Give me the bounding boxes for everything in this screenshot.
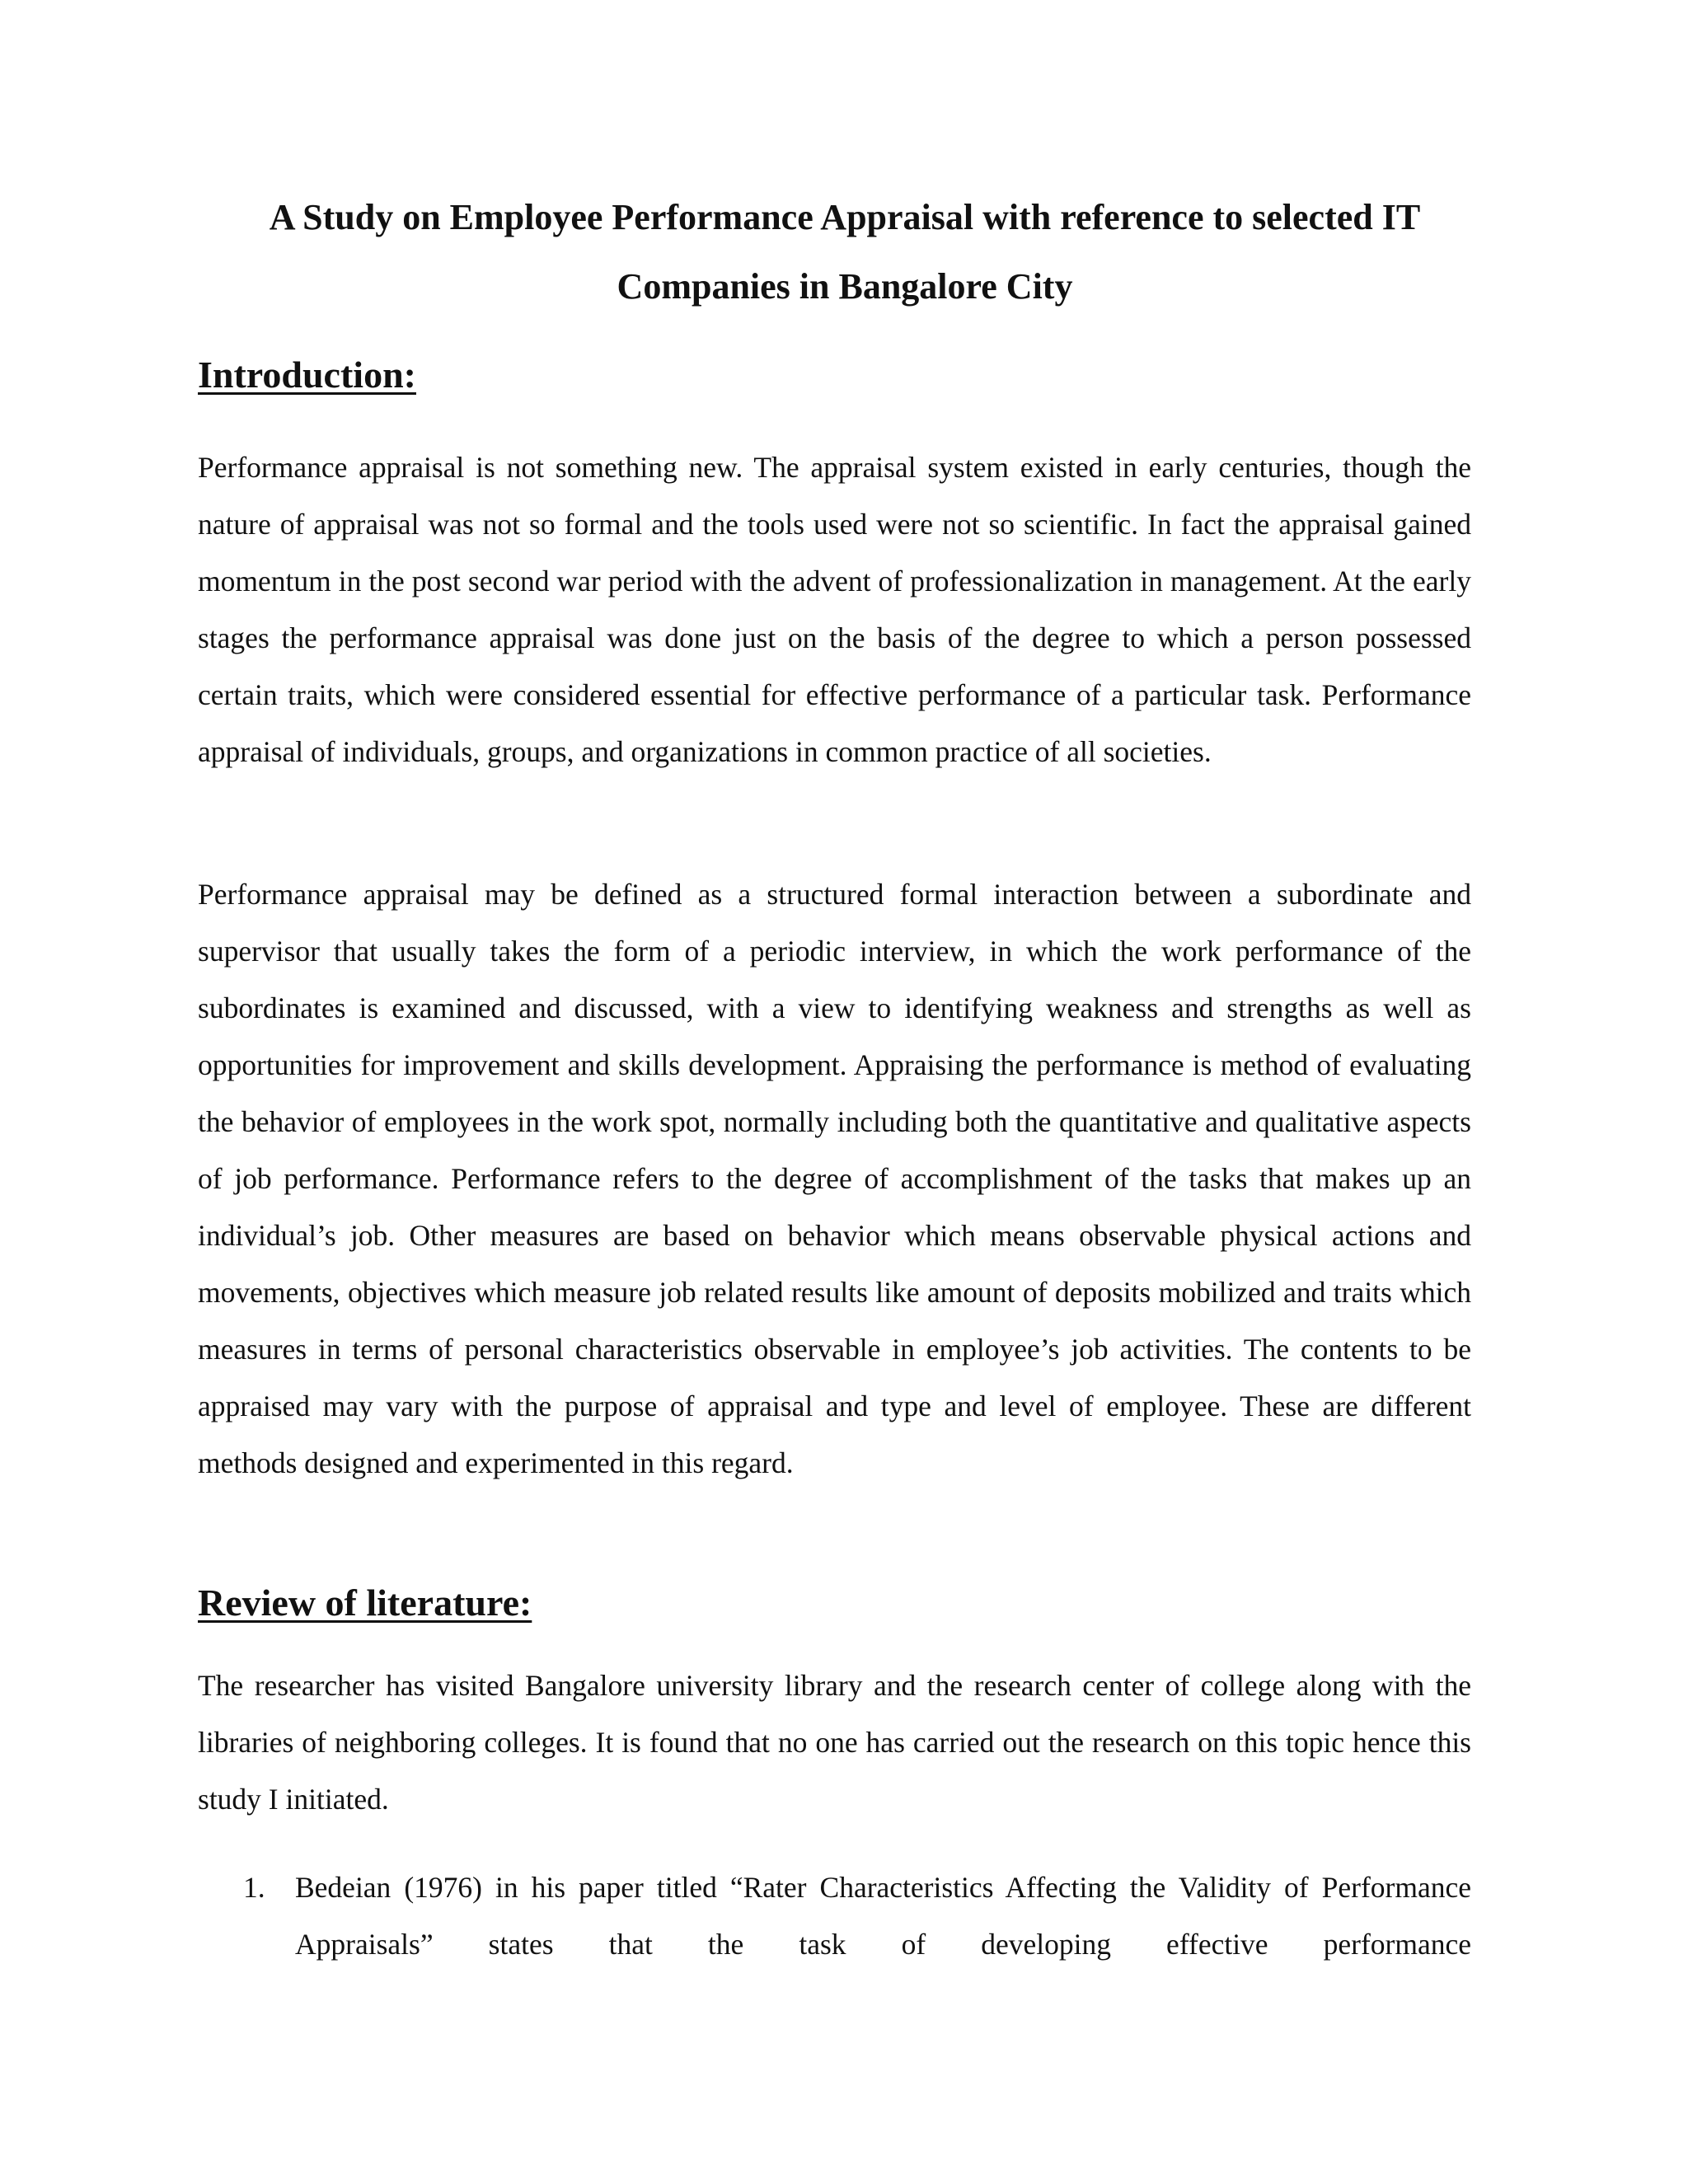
title-line-1: A Study on Employee Performance Appraisal with reference to selected IT xyxy=(269,197,1421,237)
review-paragraph: The researcher has visited Bangalore university library and the research center of college along with the libraries of neighboring colleges. It is found that no one has carried out the research on this topic hence this study I initiated. xyxy=(198,1669,1471,1816)
list-item-number: 1. xyxy=(243,1871,265,1904)
literature-list xyxy=(198,1859,1471,1973)
introduction-heading: Introduction: xyxy=(198,354,416,396)
document-title xyxy=(198,183,1492,321)
introduction-paragraph-2: Performance appraisal may be defined as a structured formal interaction between a subordinate and supervisor that usually takes the form of a periodic interview, in which the work performance of the subordinates is examined and discussed, with a view to identifying weakness and strengths as well as opportunities for improvement and skills development. Appraising the performance is method of evaluating the behavior of employees in the work spot, normally including both the quantitative and qualitative aspects of job performance. Performance refers to the degree of accomplishment of the tasks that makes up an individual’s job. Other measures are based on behavior which means observable physical actions and movements, objectives which measure job related results like amount of deposits mobilized and traits which measures in terms of personal characteristics observable in employee’s job activities. The contents to be appraised may vary with the purpose of appraisal and type and level of employee. These are different methods designed and experimented in this regard. xyxy=(198,878,1471,1479)
title-line-2: Companies in Bangalore City xyxy=(617,266,1073,307)
list-item xyxy=(198,1859,1471,1973)
review-of-literature-heading: Review of literature: xyxy=(198,1582,532,1624)
list-item-text: Bedeian (1976) in his paper titled “Rater Characteristics Affecting the Validity of Performance Appraisals” states that the task of developing effective performance xyxy=(295,1871,1471,1961)
introduction-paragraph-1: Performance appraisal is not something new. The appraisal system existed in early centuries, though the nature of appraisal was not so formal and the tools used were not so scientific. In fact the appraisal gained momentum in the post second war period with the advent of professionalization in management. At the early stages the performance appraisal was done just on the basis of the degree to which a person possessed certain traits, which were considered essential for effective performance of a particular task. Performance appraisal of individuals, groups, and organizations in common practice of all societies. xyxy=(198,451,1471,768)
